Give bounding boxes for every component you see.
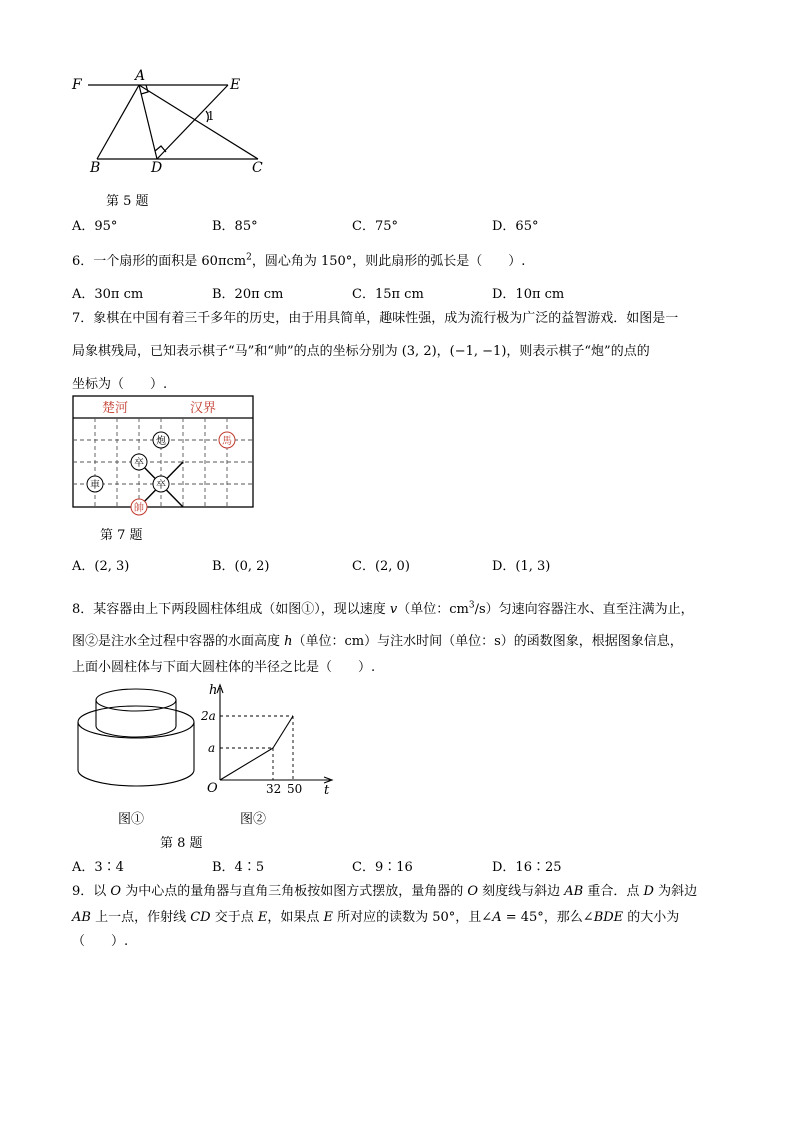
river-left-label: 楚河 <box>102 401 129 416</box>
q5-option-b: B．85° <box>212 219 258 234</box>
q8-option-a: A．3∶4 <box>72 860 124 875</box>
q6-option-b: B．20π cm <box>212 287 284 302</box>
label-B: B <box>90 160 101 176</box>
q7-option-a: A．(2, 3) <box>72 559 130 574</box>
piece-pao <box>153 432 169 448</box>
q5-option-c: C．75° <box>352 219 398 234</box>
svg-text:炮: 炮 <box>156 436 166 447</box>
label-A: A <box>135 68 146 84</box>
q8-line3: 上面小圆柱体与下面大圆柱体的半径之比是（ ）. <box>72 660 376 675</box>
origin-label: O <box>207 781 218 796</box>
q6-stem <box>72 250 732 269</box>
tick-a: a <box>208 741 216 755</box>
svg-text:帥: 帥 <box>134 503 144 514</box>
q7-option-b: B．(0, 2) <box>212 559 270 574</box>
x-axis-label: t <box>324 783 330 798</box>
q7-line3: 坐标为（ ）. <box>72 377 168 392</box>
svg-text:卒: 卒 <box>156 480 166 491</box>
piece-ma <box>219 432 235 448</box>
q6-sup: 2 <box>246 252 252 263</box>
svg-text:馬: 馬 <box>222 436 232 447</box>
label-D: D <box>151 160 163 176</box>
q8-line2: 图②是注水全过程中容器的水面高度 h（单位：cm）与注水时间（单位：s）的函数图象，根据图象信息， <box>72 634 683 649</box>
q7-line1: 7．象棋在中国有着三千多年的历史，由于用具简单，趣味性强，成为流行极为广泛的益智游戏．如图是一 <box>72 311 679 326</box>
line-DE <box>157 85 228 159</box>
q5-figure <box>60 68 280 180</box>
q8-figure-2-graph <box>200 680 340 798</box>
y-axis-label: h <box>209 683 218 698</box>
river-right-label: 汉界 <box>190 401 217 416</box>
label-F: F <box>72 77 82 93</box>
tick-32: 32 <box>266 782 282 796</box>
svg-text:卒: 卒 <box>134 458 144 469</box>
line-AC <box>139 85 258 159</box>
q7-option-d: D．(1, 3) <box>492 559 551 574</box>
tick-2a: 2a <box>201 709 216 723</box>
piece-ju <box>87 476 103 492</box>
q6-option-a: A．30π cm <box>72 287 144 302</box>
piece-zu-2 <box>153 476 169 492</box>
svg-text:車: 車 <box>90 480 100 491</box>
graph-segment-1 <box>220 748 273 780</box>
line-AB <box>97 85 139 159</box>
q5-option-d: D．65° <box>492 219 539 234</box>
q7-caption: 第 7 题 <box>100 528 143 543</box>
q5-caption: 第 5 题 <box>106 194 149 209</box>
piece-shuai <box>131 499 147 515</box>
q7-option-c: C．(2, 0) <box>352 559 410 574</box>
piece-zu-1 <box>131 454 147 470</box>
q8-option-d: D．16∶25 <box>492 860 562 875</box>
q6-option-d: D．10π cm <box>492 287 565 302</box>
q6-text-a: 6．一个扇形的面积是 60πcm <box>72 254 247 269</box>
q8-line1: 8．某容器由上下两段圆柱体组成（如图①），现以速度 v（单位：$cm^3/s$）匀速向容器注水、直至注满为止， <box>72 600 694 617</box>
q6-text-b: ，圆心角为 150°，则此扇形的弧长是（ ）. <box>251 254 526 269</box>
q5-option-a: A．95° <box>72 219 118 234</box>
q9-line1: 9．以 O 为中心点的量角器与直角三角板按如图方式摆放，量角器的 O 刻度线与斜边 AB 重合．点 D 为斜边 <box>72 884 698 899</box>
tick-50: 50 <box>287 782 303 796</box>
q8-option-c: C．9∶16 <box>352 860 413 875</box>
q9-line3: （ ）. <box>72 934 129 949</box>
q6-option-c: C．15π cm <box>352 287 424 302</box>
q8-figure-1-cylinders <box>72 686 202 802</box>
q9-line2: AB 上一点，作射线 CD 交于点 E，如果点 E 所对应的读数为 50°，且∠A = 45°，那么∠BDE 的大小为 <box>72 910 680 925</box>
q8-fig1-caption: 图① <box>118 812 145 827</box>
label-E: E <box>230 77 241 93</box>
q8-caption: 第 8 题 <box>160 836 203 851</box>
line-AD <box>139 85 157 159</box>
graph-segment-2 <box>273 716 293 748</box>
q7-chessboard <box>70 394 256 516</box>
q8-option-b: B．4∶5 <box>212 860 265 875</box>
q8-fig2-caption: 图② <box>240 812 267 827</box>
label-angle-1: 1 <box>207 109 215 123</box>
label-C: C <box>252 160 263 176</box>
q7-line2: 局象棋残局，已知表示棋子“马”和“帅”的点的坐标分别为 (3, 2)，(−1, −1)，则表示棋子“炮”的点的 <box>72 344 650 359</box>
